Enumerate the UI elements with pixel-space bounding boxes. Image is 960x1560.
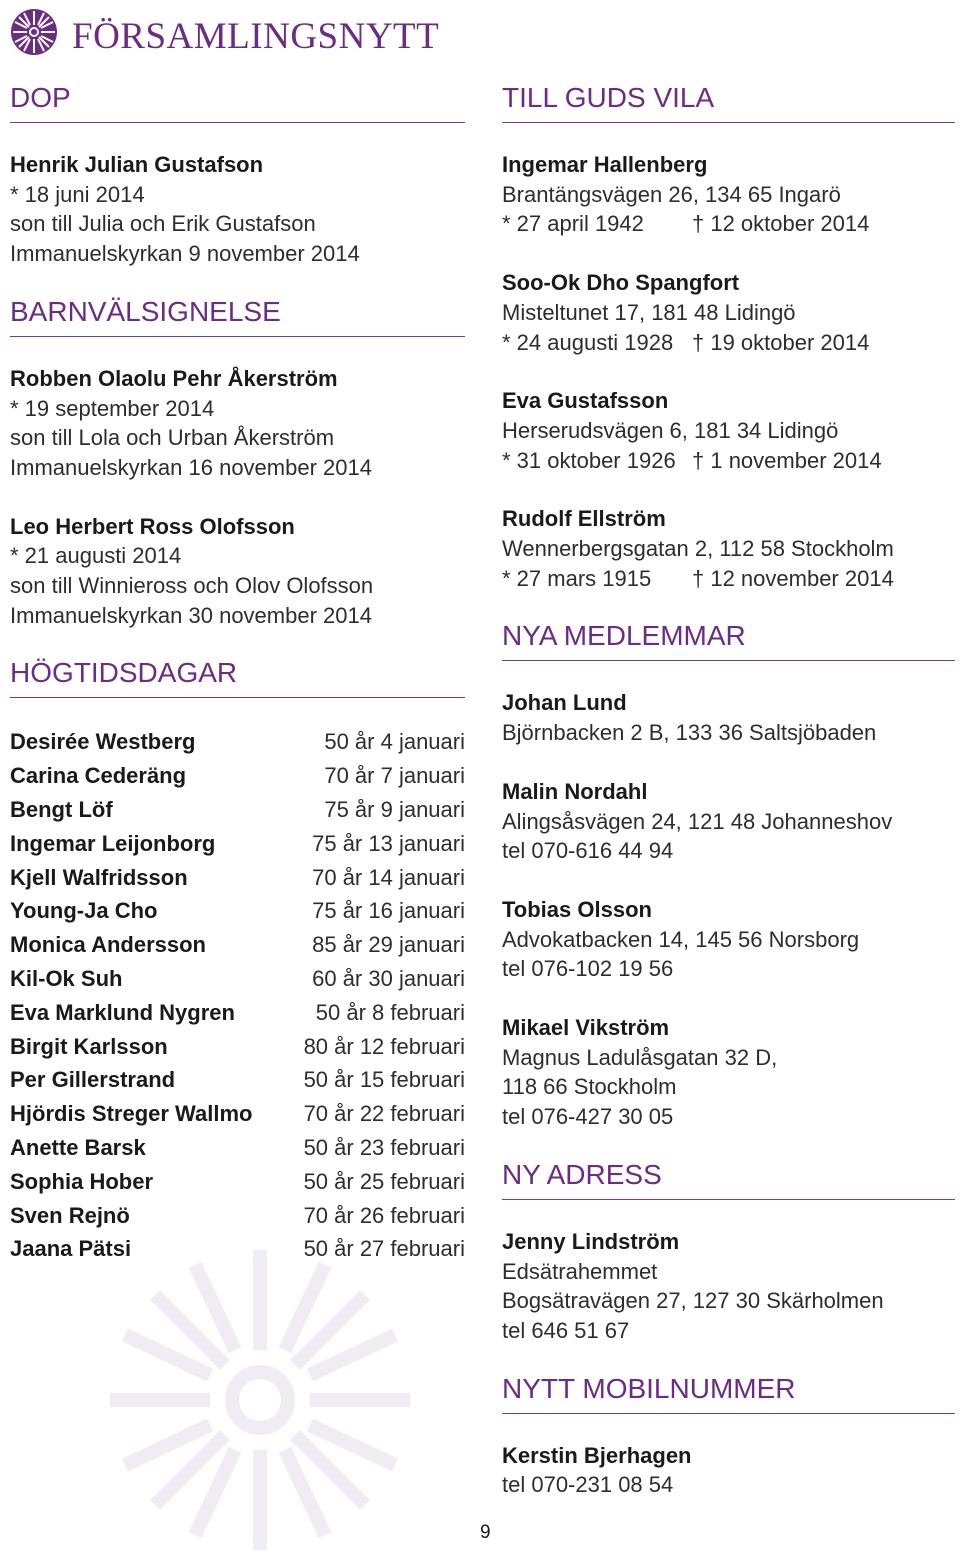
obituary-entry [502, 268, 955, 357]
section-heading: NYTT MOBILNUMMER [502, 1375, 955, 1414]
death-date: † 19 oktober 2014 [692, 329, 870, 355]
entry-line: tel 070-231 08 54 [502, 1472, 674, 1498]
entry-line: tel 076-102 19 56 [502, 956, 674, 982]
birthday-row [10, 1063, 465, 1097]
section-hogtidsdagar [10, 659, 465, 1266]
section-heading: NYA MEDLEMMAR [502, 622, 955, 661]
entry-address: Herserudsvägen 6, 181 34 Lidingö [502, 417, 839, 443]
member-entry [502, 688, 955, 747]
birthday-date: 85 år 29 januari [312, 932, 465, 958]
entry-name: Malin Nordahl [502, 778, 648, 804]
birthday-name: Anette Barsk [10, 1135, 146, 1160]
entry-address: Brantängsvägen 26, 134 65 Ingarö [502, 181, 841, 207]
section-heading: HÖGTIDSDAGAR [10, 659, 465, 698]
birthday-date: 60 år 30 januari [312, 966, 465, 992]
obituary-entry [502, 504, 955, 593]
birthday-row [10, 725, 465, 759]
blessing-entry [10, 512, 465, 631]
entry-name: Mikael Vikström [502, 1015, 670, 1041]
birthday-row [10, 1165, 465, 1199]
entry-name: Kerstin Bjerhagen [502, 1442, 692, 1468]
birth-date: * 27 mars 1915 [502, 565, 652, 591]
birthday-name: Bengt Löf [10, 797, 113, 823]
entry-name: Tobias Olsson [502, 896, 652, 922]
birthday-name: Monica Andersson [10, 932, 206, 958]
death-date: † 12 oktober 2014 [692, 211, 870, 237]
entry-line: tel 076-427 30 05 [502, 1104, 674, 1130]
entry-line: Magnus Ladulåsgatan 32 D, [502, 1044, 778, 1070]
phone-entry [502, 1441, 955, 1500]
entry-dates [502, 446, 955, 476]
birthday-name: Kil-Ok Suh [10, 966, 123, 992]
section-heading: NY ADRESS [502, 1161, 955, 1200]
entry-name: Leo Herbert Ross Olofsson [10, 513, 295, 539]
entry-line: * 18 juni 2014 [10, 181, 145, 207]
section-ny-adress [502, 1158, 955, 1346]
entry-address: Wennerbergsgatan 2, 112 58 Stockholm [502, 536, 894, 562]
birthday-date: 50 år 4 januari [324, 729, 465, 755]
birthday-name: Kjell Walfridsson [10, 864, 188, 890]
section-till-guds-vila [502, 84, 955, 593]
entry-line: 118 66 Stockholm [502, 1074, 677, 1100]
birthday-row [10, 1030, 465, 1064]
entry-line: Edsätrahemmet [502, 1258, 658, 1284]
entry-line: Bogsätravägen 27, 127 30 Skärholmen [502, 1288, 884, 1314]
entry-line: son till Winnieross och Olov Olofsson [10, 573, 374, 599]
entry-dates [502, 209, 955, 239]
section-heading: BARNVÄLSIGNELSE [10, 298, 465, 337]
entry-name: Rudolf Ellström [502, 506, 666, 532]
entry-name: Soo-Ok Dho Spangfort [502, 270, 740, 296]
birthday-row [10, 861, 465, 895]
entry-dates [502, 328, 955, 358]
entry-line: son till Julia och Erik Gustafson [10, 211, 316, 237]
entry-line: Alingsåsvägen 24, 121 48 Johanneshov [502, 808, 893, 834]
death-date: † 12 november 2014 [692, 565, 894, 591]
birthday-row [10, 793, 465, 827]
church-logo-icon [10, 8, 58, 56]
dop-entry [10, 150, 465, 269]
right-column [502, 84, 955, 1529]
section-dop [10, 84, 465, 269]
birthday-date: 75 år 13 januari [312, 830, 465, 856]
birthday-name: Per Gillerstrand [10, 1067, 176, 1093]
birthday-date: 50 år 23 februari [303, 1135, 465, 1160]
birthday-date: 50 år 27 februari [303, 1236, 465, 1262]
entry-dates [502, 564, 955, 594]
birthday-name: Ingemar Leijonborg [10, 830, 216, 856]
birthday-row [10, 996, 465, 1030]
entry-name: Eva Gustafsson [502, 388, 669, 414]
birthday-name: Desirée Westberg [10, 729, 196, 755]
birthday-date: 50 år 8 februari [315, 999, 465, 1025]
birthday-name: Jaana Pätsi [10, 1236, 132, 1262]
blessing-entry [10, 364, 465, 483]
birthday-name: Young-Ja Cho [10, 898, 158, 924]
address-entry [502, 1227, 955, 1346]
section-nya-medlemmar [502, 622, 955, 1131]
birthday-row [10, 1131, 465, 1165]
birthday-date: 70 år 22 februari [303, 1101, 465, 1127]
entry-name: Ingemar Hallenberg [502, 152, 708, 177]
birthday-date: 70 år 26 februari [303, 1202, 465, 1228]
birthday-row [10, 1199, 465, 1233]
birthday-row [10, 759, 465, 793]
birthday-date: 50 år 15 februari [303, 1067, 465, 1093]
birthday-date: 75 år 16 januari [312, 898, 465, 924]
birthday-name: Birgit Karlsson [10, 1033, 168, 1059]
birthday-date: 70 år 14 januari [312, 864, 465, 890]
entry-line: tel 070-616 44 94 [502, 838, 674, 864]
birthday-row [10, 928, 465, 962]
entry-name: Robben Olaolu Pehr Åkerström [10, 365, 338, 391]
watermark-logo-icon [100, 1240, 420, 1560]
birthday-row [10, 827, 465, 861]
birth-date: * 24 augusti 1928 [502, 329, 674, 355]
member-entry [502, 777, 955, 866]
entry-line: Björnbacken 2 B, 133 36 Saltsjöbaden [502, 720, 877, 746]
birth-date: * 31 oktober 1926 [502, 447, 676, 473]
birth-date: * 27 april 1942 [502, 211, 644, 237]
entry-line: * 21 augusti 2014 [10, 543, 182, 569]
obituary-entry [502, 386, 955, 475]
entry-line: * 19 september 2014 [10, 395, 215, 421]
entry-line: Advokatbacken 14, 145 56 Norsborg [502, 926, 860, 952]
entry-line: Immanuelskyrkan 30 november 2014 [10, 602, 372, 628]
page-number: 9 [480, 1522, 491, 1543]
member-entry [502, 895, 955, 984]
obituary-entry [502, 150, 955, 239]
entry-address: Misteltunet 17, 181 48 Lidingö [502, 299, 796, 325]
member-entry [502, 1013, 955, 1132]
section-nytt-mobilnummer [502, 1372, 955, 1500]
entry-name: Johan Lund [502, 690, 627, 716]
birthday-row [10, 1232, 465, 1266]
birthday-date: 70 år 7 januari [324, 763, 465, 789]
death-date: † 1 november 2014 [692, 447, 882, 473]
entry-name: Jenny Lindström [502, 1228, 680, 1254]
birthday-row [10, 1097, 465, 1131]
birthday-name: Eva Marklund Nygren [10, 999, 235, 1025]
birthday-name: Sophia Hober [10, 1168, 154, 1194]
birthday-date: 50 år 25 februari [303, 1168, 465, 1194]
page-header [10, 6, 439, 58]
entry-line: Immanuelskyrkan 9 november 2014 [10, 241, 360, 267]
section-barnvalsignelse [10, 295, 465, 631]
left-column [10, 84, 465, 1266]
birthday-name: Sven Rejnö [10, 1202, 130, 1228]
page-title: FÖRSAMLINGSNYTT [72, 15, 440, 57]
entry-line: Immanuelskyrkan 16 november 2014 [10, 454, 372, 480]
birthday-date: 75 år 9 januari [324, 797, 465, 823]
birthday-list [10, 725, 465, 1266]
section-heading: DOP [10, 84, 465, 123]
section-heading: TILL GUDS VILA [502, 84, 955, 123]
entry-line: tel 646 51 67 [502, 1317, 630, 1343]
entry-name: Henrik Julian Gustafson [10, 152, 264, 177]
birthday-date: 80 år 12 februari [303, 1033, 465, 1059]
birthday-row [10, 894, 465, 928]
entry-line: son till Lola och Urban Åkerström [10, 425, 335, 451]
birthday-name: Carina Cederäng [10, 763, 187, 789]
birthday-name: Hjördis Streger Wallmo [10, 1101, 253, 1127]
birthday-row [10, 962, 465, 996]
